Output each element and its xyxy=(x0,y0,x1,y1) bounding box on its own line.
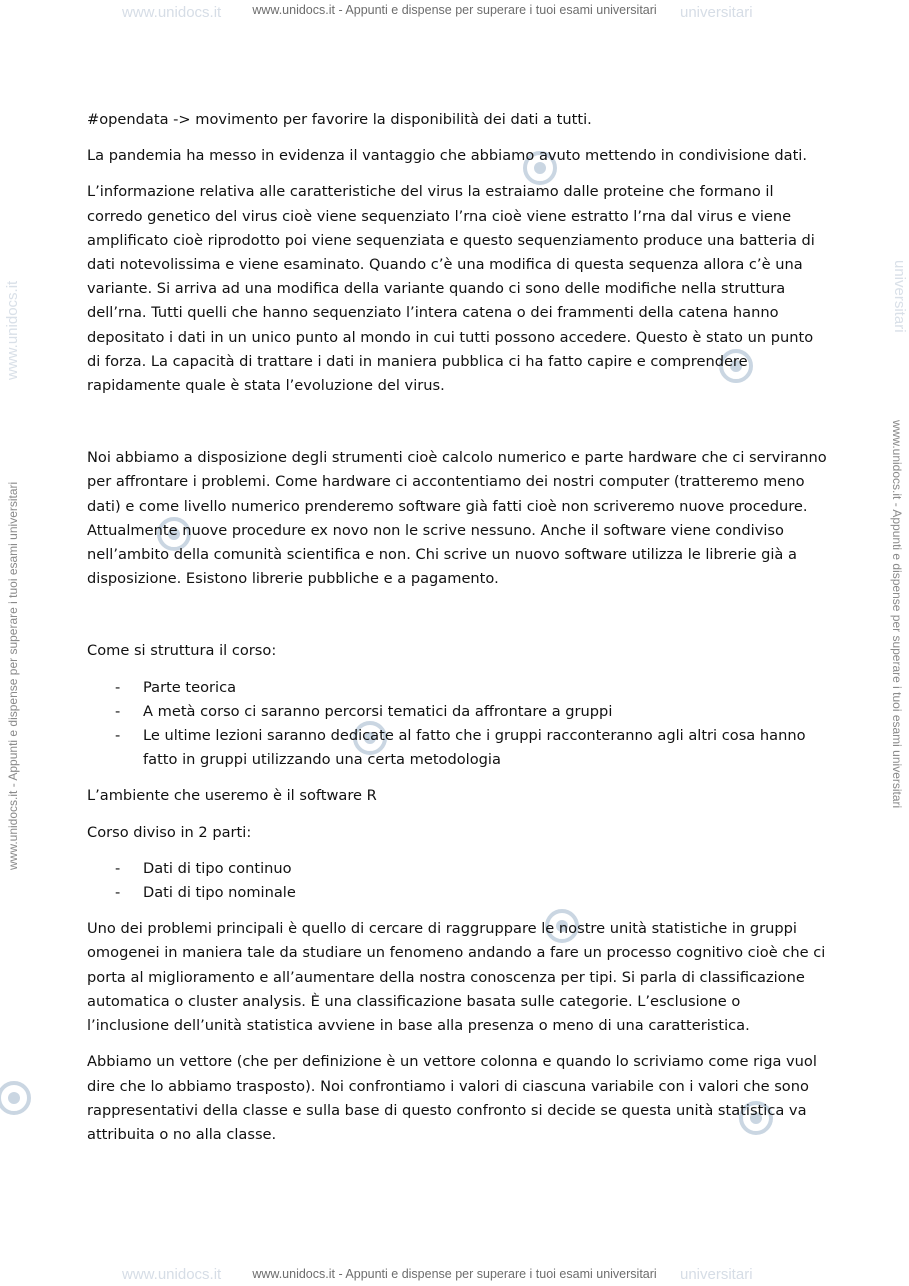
watermark-ghost-bottom-left: www.unidocs.it xyxy=(122,1266,222,1283)
watermark-ghost-top-right: universitari xyxy=(680,4,753,21)
list-bullet: - xyxy=(115,727,121,745)
unidocs-logo-icon xyxy=(0,1078,34,1118)
paragraph-opendata: #opendata -> movimento per favorire la disponibilità dei dati a tutti. xyxy=(87,111,592,128)
list-item-text: Le ultime lezioni saranno dedicate al fatto che i gruppi racconteranno agli altri cosa hanno fatto in gruppi utilizzando una certa metodologia xyxy=(143,727,806,769)
watermark-side-ghost-right: universitari xyxy=(891,260,908,333)
list-bullet: - xyxy=(115,884,121,902)
watermark-side-right: www.unidocs.it - Appunti e dispense per superare i tuoi esami universitari xyxy=(890,420,904,809)
paragraph-cluster: Uno dei problemi principali è quello di cercare di raggruppare le nostre unità statistiche in gruppi omogenei in maniera tale da studiare un fenomeno andando a fare un processo cognitivo cioè che ci porta al miglioramento e all’aumentare della nostra conoscenza per tipi. Si parla di classificazione automatica o cluster analysis. È una classificazione basata sulle categorie. L’esclusione o l’inclusione dell’unità statistica avviene in base alla presenza o meno di una caratteristica. xyxy=(87,920,826,1035)
list-item xyxy=(87,881,827,905)
watermark-ghost-bottom-right: universitari xyxy=(680,1266,753,1283)
list-item-text: Dati di tipo nominale xyxy=(143,884,296,902)
paragraph-virus: L’informazione relativa alle caratteristiche del virus la estraiamo dalle proteine che formano il corredo genetico del virus cioè viene sequenziato l’rna cioè viene estratto l’rna dal virus e viene amplificato cioè riprodotto poi viene sequenziata e questo sequenziamento produce una batteria di dati notevolissima e viene esaminato. Quando c’è una modifica di questa sequenza allora c’è una variante. Si arriva ad una modifica della variante quando ci sono delle modifiche nella struttura dell’rna. Tutti quelli che hanno sequenziato l’intera catena o dei frammenti della catena hanno depositato i dati in un unico punto al mondo in cui tutti possono accedere. Questo è stato un punto di forza. La capacità di trattare i dati in maniera pubblica ci ha fatto capire e comprendere rapidamente quale è stata l’evoluzione del virus. xyxy=(87,183,815,395)
list-item-text: A metà corso ci saranno percorsi tematici da affrontare a gruppi xyxy=(143,702,613,720)
watermark-bottom: www.unidocs.it - Appunti e dispense per superare i tuoi esami universitari xyxy=(252,1267,657,1281)
list-item xyxy=(87,700,827,724)
paragraph-strumenti: Noi abbiamo a disposizione degli strumenti cioè calcolo numerico e parte hardware che ci serviranno per affrontare i problemi. Come hardware ci accontentiamo dei nostri computer (tratteremo meno dati) e come livello numerico prenderemo software già fatti cioè non scriveremo nuove procedure. Attualmente nuove procedure ex novo non le scrive nessuno. Anche il software viene condiviso nell’ambito della comunità scientifica e non. Chi scrive un nuovo software utilizza le librerie già a disposizione. Esistono librerie pubbliche e a pagamento. xyxy=(87,449,827,588)
paragraph-vettore: Abbiamo un vettore (che per definizione è un vettore colonna e quando lo scriviamo come riga vuol dire che lo abbiamo trasposto). Noi confrontiamo i valori di ciascuna variabile con i valori che sono rappresentativi della classe e sulla base di questo confronto si decide se questa unità statistica va attribuita o no alla classe. xyxy=(87,1053,817,1143)
list-item xyxy=(87,676,827,700)
list-item xyxy=(87,724,827,772)
paragraph-spacer xyxy=(87,410,827,446)
paragraph-ambiente: L’ambiente che useremo è il software R xyxy=(87,787,377,805)
paragraph-pandemia: La pandemia ha messo in evidenza il vantaggio che abbiamo avuto mettendo in condivisione dati. xyxy=(87,147,807,165)
watermark-ghost-top-left: www.unidocs.it xyxy=(122,4,222,21)
watermark-side-left: www.unidocs.it - Appunti e dispense per superare i tuoi esami universitari xyxy=(6,481,20,870)
list-item-text: Parte teorica xyxy=(143,678,237,696)
list-item xyxy=(87,857,827,881)
list-bullet: - xyxy=(115,859,121,877)
list-course-parts xyxy=(87,857,827,905)
document-body xyxy=(87,108,827,1159)
list-item-text: Dati di tipo continuo xyxy=(143,859,292,877)
watermark-side-ghost-left: www.unidocs.it xyxy=(4,280,21,380)
paragraph-spacer xyxy=(87,603,827,639)
paragraph-struttura-corso: Come si struttura il corso: xyxy=(87,642,277,660)
list-bullet: - xyxy=(115,678,121,696)
list-course-structure xyxy=(87,676,827,773)
list-bullet: - xyxy=(115,702,121,720)
paragraph-corso-diviso: Corso diviso in 2 parti: xyxy=(87,823,252,841)
watermark-top: www.unidocs.it - Appunti e dispense per superare i tuoi esami universitari xyxy=(252,3,657,17)
